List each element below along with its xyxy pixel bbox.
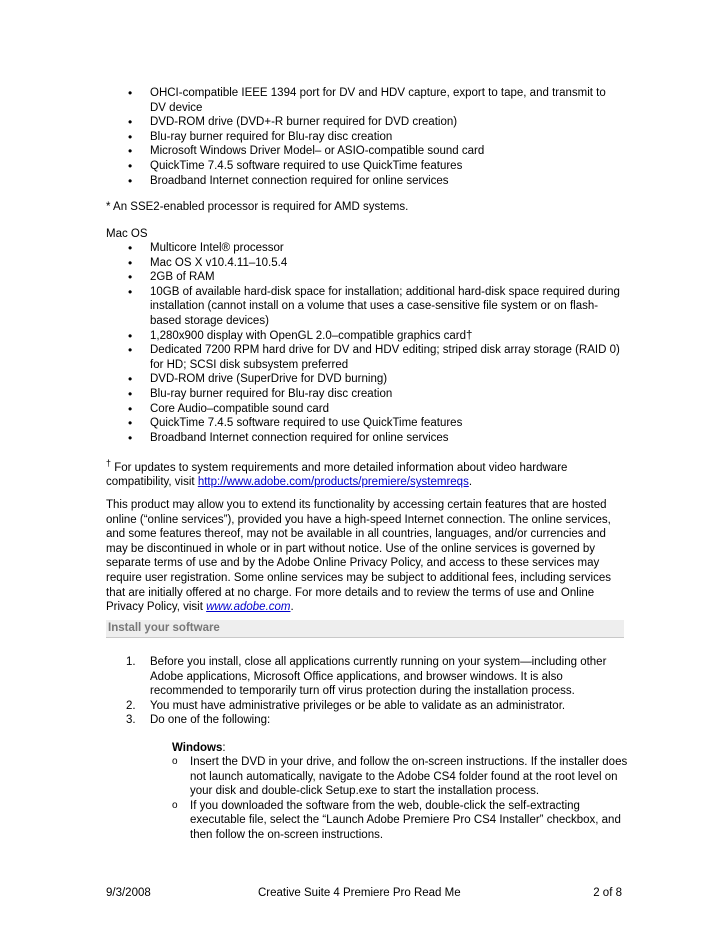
footer-date: 9/3/2008 [106,887,151,899]
list-item: • Core Audio–compatible sound card [108,402,620,417]
list-item: • Mac OS X v10.4.11–10.5.4 [108,256,620,271]
list-item: • QuickTime 7.4.5 software required to use QuickTime features [108,416,620,431]
list-item: • DVD-ROM drive (SuperDrive for DVD burning) [108,372,620,387]
adobe-link[interactable]: www.adobe.com [206,601,291,614]
sse2-note: * An SSE2-enabled processor is required for AMD systems. [106,201,409,213]
dagger-note-text: For updates to system requirements and more detailed information about video hardware compatibility, visit [106,461,568,489]
mac-os-heading: Mac OS [106,228,148,240]
windows-label: Windows: [172,742,226,754]
list-item: • 10GB of available hard-disk space for installation; additional hard-disk space required during installation (cannot install on a volume that uses a case-sensitive file system or on flash-based storage devices) [108,285,620,329]
list-item: • Blu-ray burner required for Blu-ray disc creation [108,387,620,402]
list-item: 1. Before you install, close all applications currently running on your system—including other Adobe applications, Microsoft Office applications, and browser windows. It is also recommended to temporarily turn off virus protection during the installation process. [126,656,607,698]
dagger-mark: † [106,458,112,468]
list-item: • Blu-ray burner required for Blu-ray disc creation [108,130,620,145]
list-item: • 1,280x900 display with OpenGL 2.0–compatible graphics card† [108,329,620,344]
list-item: • OHCI-compatible IEEE 1394 port for DV and HDV capture, export to tape, and transmit to DV device [108,86,620,115]
footer-title: Creative Suite 4 Premiere Pro Read Me [258,887,461,899]
list-item: 2. You must have administrative privileges or be able to validate as an administrator. [126,699,566,712]
list-item: • 2GB of RAM [108,270,620,285]
install-section-heading: Install your software [106,620,624,638]
list-item: • Broadband Internet connection required for online services [108,431,620,446]
online-services-paragraph: This product may allow you to extend its functionality by accessing certain features that are hosted online (“online services”), provided you have a high-speed Internet connection. The online services, and some features thereof, may not be available in all countries, languages, and/or currencies and may be discontinued in whole or in part without notice. Use of the online services is governed by separate terms of use and by the Adobe Online Privacy Policy, and access to these services may require user registration. Some online services may be subject to additional fees, including services that are initially offered at no charge. For more details and to review the terms of use and Online Privacy Policy, visit www.adobe.com. [106,499,611,614]
list-item: • Broadband Internet connection required for online services [108,174,620,189]
dagger-note: † For updates to system requirements and more detailed information about video hardware compatibility, visit http://www.adobe.com/products/premiere/systemreqs. [106,458,568,489]
list-item: • Microsoft Windows Driver Model– or ASIO-compatible sound card [108,144,620,159]
list-item: • DVD-ROM drive (DVD+-R burner required for DVD creation) [108,115,620,130]
footer-page-number: 2 of 8 [593,887,622,899]
list-item: • Dedicated 7200 RPM hard drive for DV and HDV editing; striped disk array storage (RAID 0) for HD; SCSI disk subsystem preferred [108,343,620,372]
install-steps-list [0,655,620,728]
list-item: o Insert the DVD in your drive, and follow the on-screen instructions. If the installer does not launch automatically, navigate to the Adobe CS4 folder found at the root level on your disk and double-click Setup.exe to start the installation process. [172,755,634,799]
list-item: • QuickTime 7.4.5 software required to use QuickTime features [108,159,620,174]
online-services-text: This product may allow you to extend its functionality by accessing certain features that are hosted online (“online services”), provided you have a high-speed Internet connection. The online services, and some features thereof, may not be available in all countries, languages, and/or currencies and may be discontinued in whole or in part without notice. Use of the online services is governed by separate terms of use and by the Adobe Online Privacy Policy, and access to these services may require user registration. Some online services may be subject to additional fees, including services that are initially offered at no charge. For more details and to review the terms of use and Online Privacy Policy, visit [106,499,611,614]
windows-install-steps [0,755,634,843]
list-item: • Multicore Intel® processor [108,241,620,256]
list-item: 3. Do one of the following: [126,714,271,727]
system-requirements-link[interactable]: http://www.adobe.com/products/premiere/systemreqs [197,476,469,489]
page-footer [106,886,622,902]
list-item: o If you downloaded the software from the web, double-click the self-extracting executable file, select the “Launch Adobe Premiere Pro CS4 Installer” checkbox, and then follow the on-screen instructions. [172,799,634,843]
mac-requirements-list [0,241,620,445]
windows-requirements-list [0,86,620,188]
